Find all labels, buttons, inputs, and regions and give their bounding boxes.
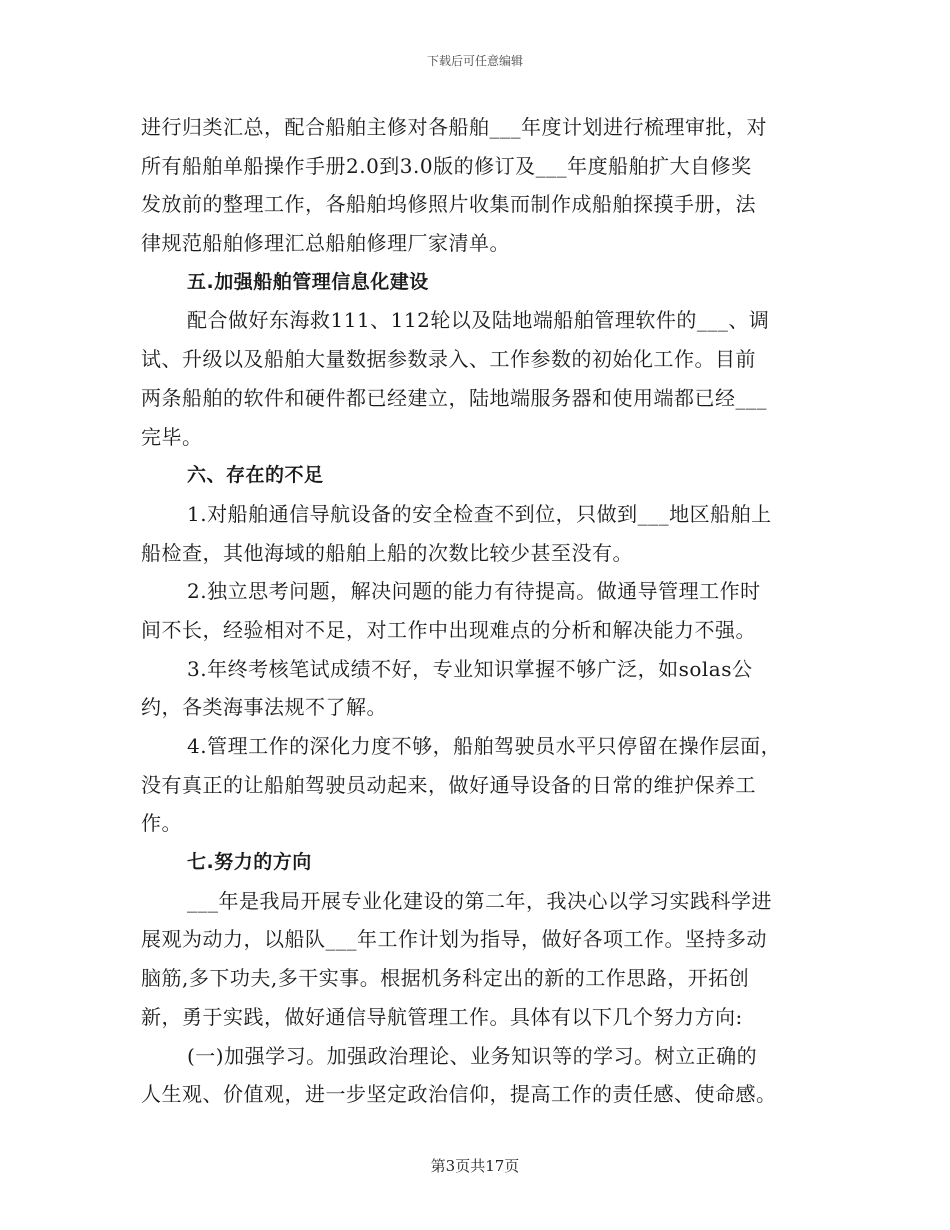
paragraph-line: 律规范船舶修理汇总船舶修理厂家清单。	[141, 231, 510, 256]
paragraph-line: 所有船舶单船操作手册2.0到3.0版的修订及___年度船舶扩大自修奖	[141, 153, 752, 178]
paragraph-line: 展观为动力，以船队___年工作计划为指导，做好各项工作。坚持多动	[141, 927, 767, 952]
paragraph-line: 人生观、价值观，进一步坚定政治信仰，提高工作的责任感、使命感。	[141, 1082, 777, 1107]
paragraph-line: 脑筋,多下功夫,多干实事。根据机务科定出的新的工作思路，开拓创	[141, 966, 750, 991]
paragraph-line: 约，各类海事法规不了解。	[141, 695, 387, 720]
paragraph-line: 完毕。	[141, 424, 203, 449]
paragraph-line: 船检查，其他海域的船舶上船的次数比较少甚至没有。	[141, 540, 633, 565]
section-heading: 五.加强船舶管理信息化建设	[187, 270, 429, 293]
paragraph-line: 2.独立思考问题，解决问题的能力有待提高。做通导管理工作时	[187, 579, 761, 604]
document-body	[141, 108, 809, 1114]
section-heading: 六、存在的不足	[187, 464, 324, 487]
paragraph-line: ___年是我局开展专业化建设的第二年，我决心以学习实践科学进	[187, 888, 772, 913]
paragraph-line: 间不长，经验相对不足，对工作中出现难点的分析和解决能力不强。	[141, 617, 756, 642]
paragraph-line: 两条船舶的软件和硬件都已经建立，陆地端服务器和使用端都已经___	[141, 385, 767, 410]
page-footer: 第3页共17页	[430, 1157, 520, 1175]
section-heading: 七.努力的方向	[187, 851, 312, 874]
paragraph-line: (一)加强学习。加强政治理论、业务知识等的学习。树立正确的	[187, 1043, 758, 1068]
page-header: 下载后可任意编辑	[426, 54, 523, 68]
paragraph-line: 作。	[141, 811, 182, 836]
paragraph-line: 发放前的整理工作，各船舶坞修照片收集而制作成船舶探摸手册，法	[141, 192, 756, 217]
paragraph-line: 进行归类汇总，配合船舶主修对各船舶___年度计划进行梳理审批，对	[141, 115, 767, 139]
paragraph-line: 试、升级以及船舶大量数据参数录入、工作参数的初始化工作。目前	[141, 347, 756, 372]
paragraph-line: 4.管理工作的深化力度不够，船舶驾驶员水平只停留在操作层面，	[187, 734, 782, 758]
paragraph-line: 1.对船舶通信导航设备的安全检查不到位，只做到___地区船舶上	[187, 501, 772, 526]
paragraph-line: 新，勇于实践，做好通信导航管理工作。具体有以下几个努力方向:	[141, 1004, 743, 1029]
paragraph-line: 没有真正的让船舶驾驶员动起来，做好通导设备的日常的维护保养工	[141, 772, 756, 797]
paragraph-line: 3.年终考核笔试成绩不好，专业知识掌握不够广泛，如solas公	[187, 656, 753, 681]
paragraph-line: 配合做好东海救111、112轮以及陆地端船舶管理软件的___、调	[187, 308, 770, 333]
